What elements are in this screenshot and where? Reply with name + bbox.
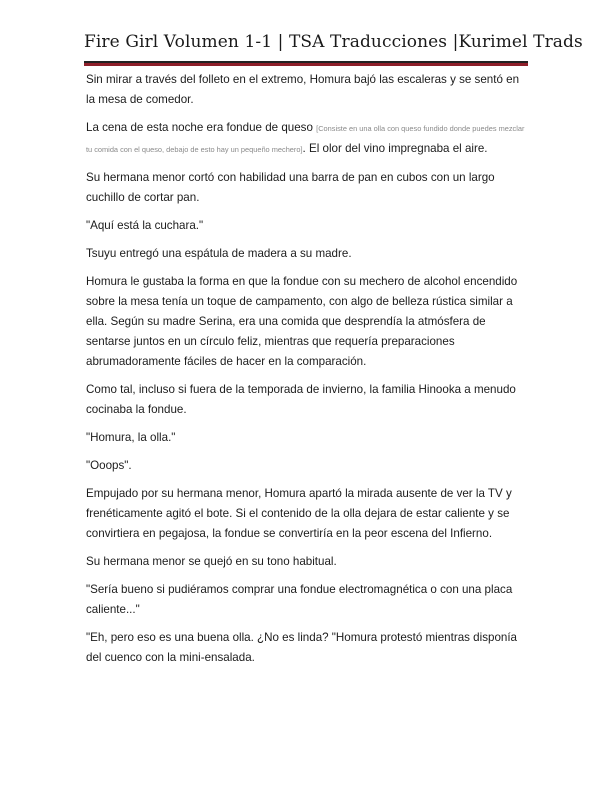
paragraph: Empujado por su hermana menor, Homura apartó la mirada ausente de ver la TV y frenéticamente agitó el bote. Si el contenido de la olla dejara de estar caliente y se convirtiera en pegajosa, la fondue se convertiría en la peor escena del Infierno. [86, 487, 512, 540]
document-body [86, 70, 528, 676]
paragraph [86, 118, 528, 160]
paragraph: Su hermana menor cortó con habilidad una barra de pan en cubos con un largo cuchillo de cortar pan. [86, 171, 495, 204]
paragraph: "Homura, la olla." [86, 431, 176, 444]
paragraph: Su hermana menor se quejó en su tono habitual. [86, 555, 337, 568]
paragraph: Homura le gustaba la forma en que la fondue con su mechero de alcohol encendido sobre la mesa tenía un toque de campamento, con algo de belleza rústica similar a ella. Según su madre Serina, era una comida que desprendía la atmósfera de sentarse juntos en un círculo feliz, mientras que requería preparaciones abrumadoramente fáciles de hacer en la comparación. [86, 275, 518, 368]
translator-note: [Consiste en una olla con queso fundido donde puedes mezclar tu comida con el queso, debajo de esto hay un pequeño mechero] [86, 124, 525, 154]
paragraph: Sin mirar a través del folleto en el extremo, Homura bajó las escaleras y se sentó en la mesa de comedor. [86, 73, 520, 106]
header-rule-accent [84, 63, 528, 66]
page-header-title: Fire Girl Volumen 1-1 | TSA Traducciones |Kurimel Trads [84, 32, 583, 52]
paragraph-text: La cena de esta noche era fondue de queso [86, 121, 317, 134]
paragraph: Como tal, incluso si fuera de la temporada de invierno, la familia Hinooka a menudo cocinaba la fondue. [86, 383, 516, 416]
paragraph-text: . El olor del vino impregnaba el aire. [302, 142, 488, 155]
paragraph: "Sería bueno si pudiéramos comprar una fondue electromagnética o con una placa caliente..." [86, 583, 513, 616]
paragraph: Tsuyu entregó una espátula de madera a su madre. [86, 247, 352, 260]
paragraph: "Eh, pero eso es una buena olla. ¿No es linda? "Homura protestó mientras disponía del cuenco con la mini-ensalada. [86, 631, 518, 664]
paragraph: "Ooops". [86, 459, 132, 472]
paragraph: "Aquí está la cuchara." [86, 219, 204, 232]
